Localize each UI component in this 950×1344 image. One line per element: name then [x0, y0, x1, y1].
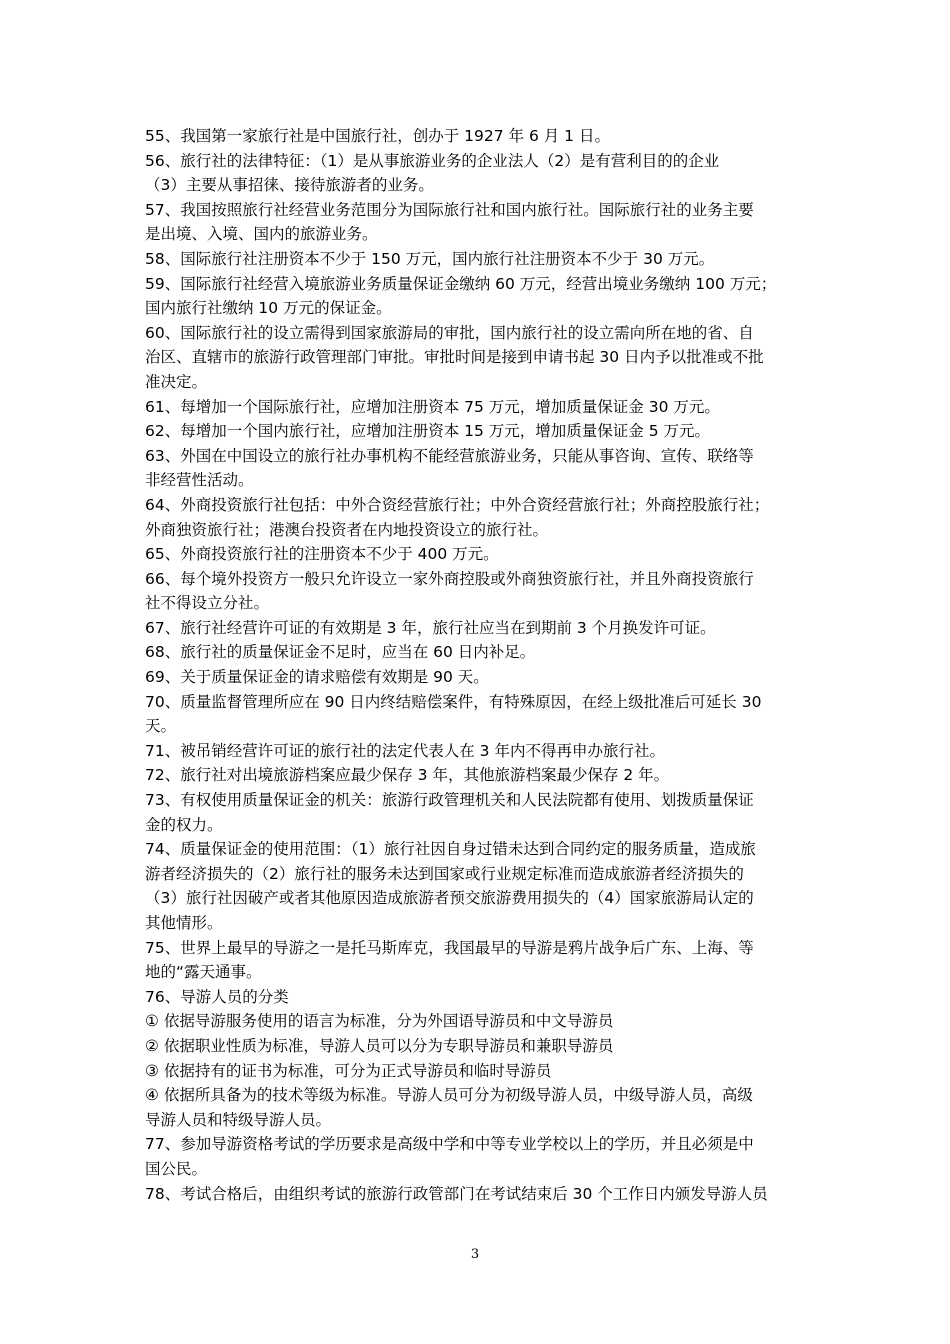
text-line: 71、被吊销经营许可证的旅行社的法定代表人在 3 年内不得再申办旅行社。 — [145, 741, 665, 760]
text-line: ④ 依据所具备为的技术等级为标准。导游人员可分为初级导游人员，中级导游人员，高级 — [145, 1086, 753, 1105]
text-line: 72、旅行社对出境旅游档案应最少保存 3 年，其他旅游档案最少保存 2 年。 — [145, 766, 670, 785]
text-line: 外商独资旅行社；港澳台投资者在内地投资设立的旅行社。 — [145, 520, 549, 539]
text-line: 64、外商投资旅行社包括：中外合资经营旅行社；中外合资经营旅行社；外商控股旅行社； — [145, 495, 770, 514]
text-line: 社不得设立分社。 — [145, 594, 270, 613]
text-line: 74、质量保证金的使用范围：（1）旅行社因自身过错未达到合同约定的服务质量，造成旅 — [145, 840, 756, 859]
text-line: 60、国际旅行社的设立需得到国家旅游局的审批，国内旅行社的设立需向所在地的省、自 — [145, 323, 754, 342]
text-line: 67、旅行社经营许可证的有效期是 3 年，旅行社应当在到期前 3 个月换发许可证。 — [145, 618, 716, 637]
text-line: 68、旅行社的质量保证金不足时，应当在 60 日内补足。 — [145, 643, 536, 662]
text-line: 国公民。 — [145, 1159, 208, 1178]
page-number: 3 — [470, 1247, 480, 1262]
text-line: 地的“露天通事。 — [145, 963, 262, 982]
text-line: ③ 依据持有的证书为标准，可分为正式导游员和临时导游员 — [145, 1061, 552, 1080]
text-line: 治区、直辖市的旅游行政管理部门审批。审批时间是接到申请书起 30 日内予以批准或不批 — [145, 348, 764, 367]
text-line: 65、外商投资旅行社的注册资本不少于 400 万元。 — [145, 545, 499, 564]
document-body — [145, 124, 810, 1206]
text-line: 66、每个境外投资方一般只允许设立一家外商控股或外商独资旅行社，并且外商投资旅行 — [145, 569, 754, 588]
text-line: （3）旅行社因破产或者其他原因造成旅游者预交旅游费用损失的（4）国家旅游局认定的 — [145, 889, 754, 908]
text-line: 非经营性活动。 — [145, 471, 254, 490]
text-line: 55、我国第一家旅行社是中国旅行社，创办于 1927 年 6 月 1 日。 — [145, 127, 610, 145]
text-line: 57、我国按照旅行社经营业务范围分为国际旅行社和国内旅行社。国际旅行社的业务主要 — [145, 200, 754, 219]
text-line: 78、考试合格后，由组织考试的旅游行政管部门在考试结束后 30 个工作日内颁发导游人员 — [145, 1184, 768, 1203]
text-line: 游者经济损失的（2）旅行社的服务未达到国家或行业规定标准而造成旅游者经济损失的 — [145, 864, 744, 883]
text-line: 62、每增加一个国内旅行社，应增加注册资本 15 万元，增加质量保证金 5 万元。 — [145, 422, 711, 441]
text-line: 75、世界上最早的导游之一是托马斯库克，我国最早的导游是鸦片战争后广东、上海、等 — [145, 938, 754, 957]
text-line: 国内旅行社缴纳 10 万元的保证金。 — [145, 299, 392, 318]
text-line: ② 依据职业性质为标准，导游人员可以分为专职导游员和兼职导游员 — [145, 1036, 614, 1055]
text-line: 69、关于质量保证金的请求赔偿有效期是 90 天。 — [145, 668, 489, 687]
text-line: ① 依据导游服务使用的语言为标准，分为外国语导游员和中文导游员 — [145, 1012, 614, 1031]
text-line: （3）主要从事招徕、接待旅游者的业务。 — [145, 176, 434, 195]
text-line: 77、参加导游资格考试的学历要求是高级中学和中等专业学校以上的学历，并且必须是中 — [145, 1135, 754, 1154]
text-line: 金的权力。 — [145, 815, 223, 834]
text-line: 其他情形。 — [145, 914, 223, 932]
text-line: 导游人员和特级导游人员。 — [145, 1110, 332, 1129]
text-line: 76、导游人员的分类 — [145, 987, 289, 1006]
text-line: 56、旅行社的法律特征：（1）是从事旅游业务的企业法人（2）是有营利目的的企业 — [145, 151, 720, 170]
text-line: 天。 — [145, 717, 177, 736]
text-line: 是出境、入境、国内的旅游业务。 — [145, 225, 378, 244]
text-line: 63、外国在中国设立的旅行社办事机构不能经营旅游业务，只能从事咨询、宣传、联络等 — [145, 446, 754, 465]
text-line: 61、每增加一个国际旅行社，应增加注册资本 75 万元，增加质量保证金 30 万元。 — [145, 397, 720, 416]
text-line: 59、国际旅行社经营入境旅游业务质量保证金缴纳 60 万元，经营出境业务缴纳 100 万元； — [145, 274, 777, 293]
text-line: 准决定。 — [145, 372, 208, 391]
text-line: 70、质量监督管理所应在 90 日内终结赔偿案件，有特殊原因，在经上级批准后可延长 30 — [145, 692, 762, 711]
text-line: 73、有权使用质量保证金的机关：旅游行政管理机关和人民法院都有使用、划拨质量保证 — [145, 791, 754, 810]
text-line: 58、国际旅行社注册资本不少于 150 万元，国内旅行社注册资本不少于 30 万元。 — [145, 249, 715, 268]
